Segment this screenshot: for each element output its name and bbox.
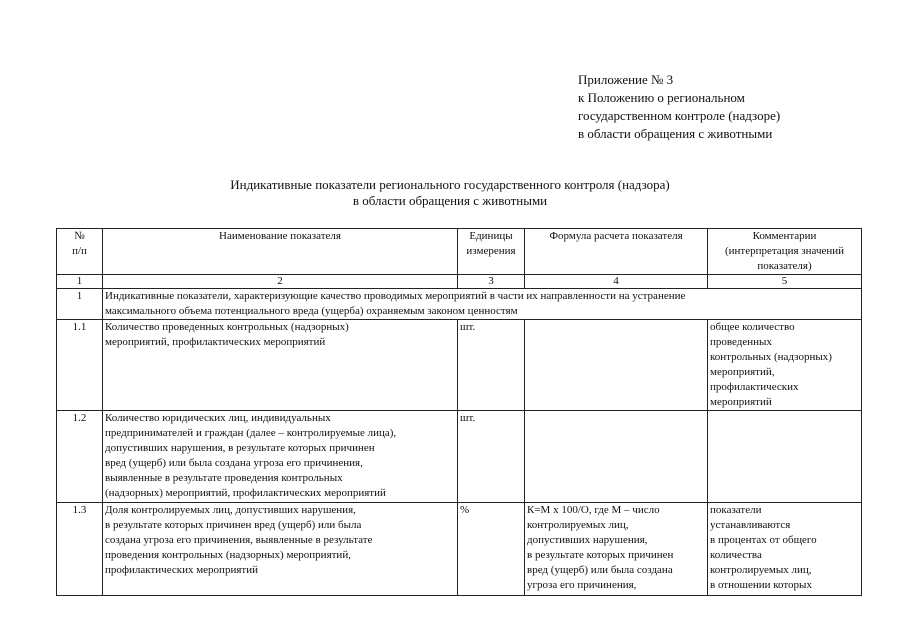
row-formula-cell xyxy=(525,411,708,503)
appendix-line: Приложение № 3 xyxy=(578,72,674,87)
row-unit: шт. xyxy=(458,320,525,411)
section-title-line: Индикативные показатели, характеризующие качество проводимых мероприятий в части их направленности на устранение xyxy=(105,290,686,302)
row-unit: шт. xyxy=(458,411,525,503)
title-line: Индикативные показатели регионального государственного контроля (надзора) xyxy=(230,177,670,192)
row-comment-line: мероприятий xyxy=(710,396,772,408)
row-comment-line: в отношении которых xyxy=(710,579,812,591)
row-name-line: выявленные в результате проведения контрольных xyxy=(105,472,343,484)
row-comment-line: мероприятий, xyxy=(710,366,775,378)
header-unit-line: измерения xyxy=(466,245,516,257)
header-name-cell: Наименование показателя xyxy=(103,229,458,275)
row-formula-line: в результате которых причинен xyxy=(527,549,674,561)
column-number: 4 xyxy=(525,275,708,289)
row-formula-cell xyxy=(525,320,708,411)
appendix-line: государственном контроле (надзоре) xyxy=(578,108,781,123)
row-number: 1.3 xyxy=(57,503,103,596)
appendix-block xyxy=(578,71,878,143)
section-number: 1 xyxy=(57,289,103,320)
row-comment-cell xyxy=(708,320,862,411)
row-formula-line: угроза его причинения, xyxy=(527,579,637,591)
table-row xyxy=(57,503,862,596)
row-comment-line: количества xyxy=(710,549,762,561)
row-comment-line: проведенных xyxy=(710,336,772,348)
row-comment-cell xyxy=(708,411,862,503)
appendix-line: в области обращения с животными xyxy=(578,126,773,141)
row-formula-line: допустивших нарушения, xyxy=(527,534,648,546)
indicators-table xyxy=(56,228,862,596)
header-unit-line: Единицы xyxy=(469,230,513,242)
row-name-line: Количество проведенных контрольных (надзорных) xyxy=(105,321,349,333)
table-row xyxy=(57,320,862,411)
row-comment-line: устанавливаются xyxy=(710,519,791,531)
header-number-line: № xyxy=(74,230,85,242)
row-comment-line: показатели xyxy=(710,504,762,516)
header-number-line: п/п xyxy=(72,245,87,257)
header-unit-cell xyxy=(458,229,525,275)
row-unit: % xyxy=(458,503,525,596)
appendix-line: к Положению о региональном xyxy=(578,90,745,105)
title-line: в области обращения с животными xyxy=(352,193,548,208)
header-number-cell xyxy=(57,229,103,275)
section-title-cell xyxy=(103,289,862,320)
section-title-line: максимального объема потенциального вреда (ущерба) охраняемым законом ценностям xyxy=(105,305,518,317)
row-name-line: вред (ущерб) или была создана угроза его причинения, xyxy=(105,457,363,469)
row-name-line: предпринимателей и граждан (далее – контролируемые лица), xyxy=(105,427,397,439)
table-row xyxy=(57,411,862,503)
row-name-line: создана угроза его причинения, выявленные в результате xyxy=(105,534,373,546)
header-formula-cell: Формула расчета показателя xyxy=(525,229,708,275)
header-comment-line: (интерпретация значений xyxy=(724,245,845,257)
row-formula-line: вред (ущерб) или была создана xyxy=(527,564,673,576)
row-name-line: Количество юридических лиц, индивидуальных xyxy=(105,412,331,424)
row-comment-line: контрольных (надзорных) xyxy=(710,351,832,363)
row-number: 1.1 xyxy=(57,320,103,411)
row-comment-line: контролируемых лиц, xyxy=(710,564,812,576)
table-header-row xyxy=(57,229,862,275)
row-formula-line: К=М х 100/О, где М – число xyxy=(527,504,660,516)
header-comment-line: показателя) xyxy=(757,260,812,272)
row-name-line: проведения контрольных (надзорных) мероприятий, xyxy=(105,549,351,561)
row-name-line: допустивших нарушения, в результате которых причинен xyxy=(105,442,375,454)
row-comment-line: профилактических xyxy=(710,381,799,393)
row-name-line: профилактических мероприятий xyxy=(105,564,258,576)
column-number: 1 xyxy=(57,275,103,289)
row-name-line: Доля контролируемых лиц, допустивших нарушения, xyxy=(105,504,356,516)
header-comment-cell xyxy=(708,229,862,275)
column-number-row xyxy=(57,275,862,289)
header-comment-line: Комментарии xyxy=(752,230,817,242)
row-number: 1.2 xyxy=(57,411,103,503)
row-name-line: мероприятий, профилактических мероприятий xyxy=(105,336,326,348)
row-name-line: в результате которых причинен вред (ущерб) или была xyxy=(105,519,362,531)
section-row xyxy=(57,289,862,320)
column-number: 3 xyxy=(458,275,525,289)
row-name-cell xyxy=(103,503,458,596)
document-title xyxy=(100,177,800,209)
row-name-line: (надзорных) мероприятий, профилактических мероприятий xyxy=(105,487,386,499)
row-formula-line: контролируемых лиц, xyxy=(527,519,629,531)
column-number: 5 xyxy=(708,275,862,289)
column-number: 2 xyxy=(103,275,458,289)
row-name-cell xyxy=(103,320,458,411)
row-comment-cell xyxy=(708,503,862,596)
row-comment-line: в процентах от общего xyxy=(710,534,817,546)
row-formula-cell xyxy=(525,503,708,596)
row-comment-line: общее количество xyxy=(710,321,795,333)
row-name-cell xyxy=(103,411,458,503)
